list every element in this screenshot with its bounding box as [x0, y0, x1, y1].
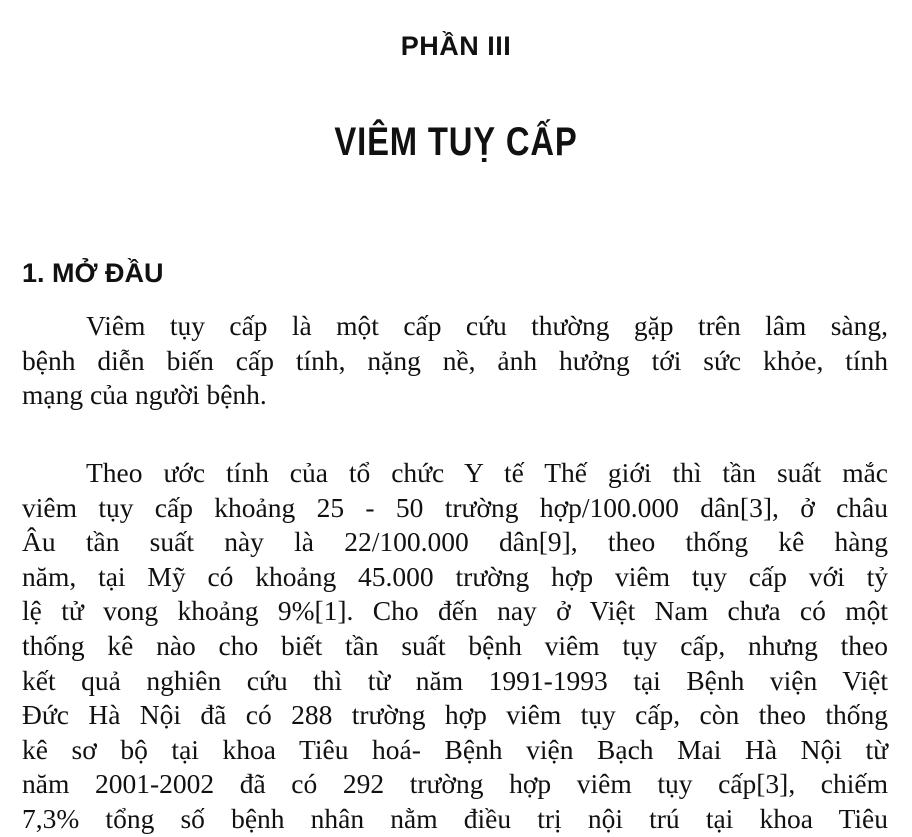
paragraph-line: Theo ước tính của tổ chức Y tế Thế giới thì tần suất mắc — [86, 457, 888, 488]
paragraph-line: Âu tần suất này là 22/100.000 dân[9], theo thống kê hàng — [22, 526, 888, 558]
paragraph-line: 7,3% tổng số bệnh nhân nằm điều trị nội trú tại khoa Tiêu — [22, 802, 888, 834]
paragraph-line: thống kê nào cho biết tần suất bệnh viêm tụy cấp, nhưng theo — [22, 629, 888, 661]
paragraph-line: năm 2001-2002 đã có 292 trường hợp viêm tụy cấp[3], chiếm — [22, 768, 888, 800]
part-heading: PHẦN III — [400, 31, 512, 61]
paragraph-line: kết quả nghiên cứu thì từ năm 1991-1993 tại Bệnh viện Việt — [22, 664, 888, 696]
paragraph-2 — [22, 456, 888, 837]
paragraph-line: năm, tại Mỹ có khoảng 45.000 trường hợp viêm tụy cấp với tỷ — [22, 560, 888, 592]
paragraph-line: viêm tụy cấp khoảng 25 - 50 trường hợp/100.000 dân[3], ở châu — [22, 491, 888, 523]
paragraph-line: Viêm tụy cấp là một cấp cứu thường gặp trên lâm sàng, — [86, 310, 888, 341]
section-heading: 1. MỞ ĐẦU — [22, 258, 164, 288]
paragraph-line: bệnh diễn biến cấp tính, nặng nề, ảnh hưởng tới sức khỏe, tính — [22, 344, 888, 376]
chapter-title: VIÊM TUỴ CẤP — [334, 120, 578, 164]
paragraph-1 — [22, 309, 888, 413]
paragraph-line: lệ tử vong khoảng 9%[1]. Cho đến nay ở Việt Nam chưa có một — [22, 595, 888, 627]
paragraph-line: kê sơ bộ tại khoa Tiêu hoá- Bệnh viện Bạch Mai Hà Nội từ — [22, 733, 888, 765]
paragraph-line: Đức Hà Nội đã có 288 trường hợp viêm tụy cấp, còn theo thống — [22, 699, 888, 731]
paragraph-line: mạng của người bệnh. — [22, 379, 267, 411]
